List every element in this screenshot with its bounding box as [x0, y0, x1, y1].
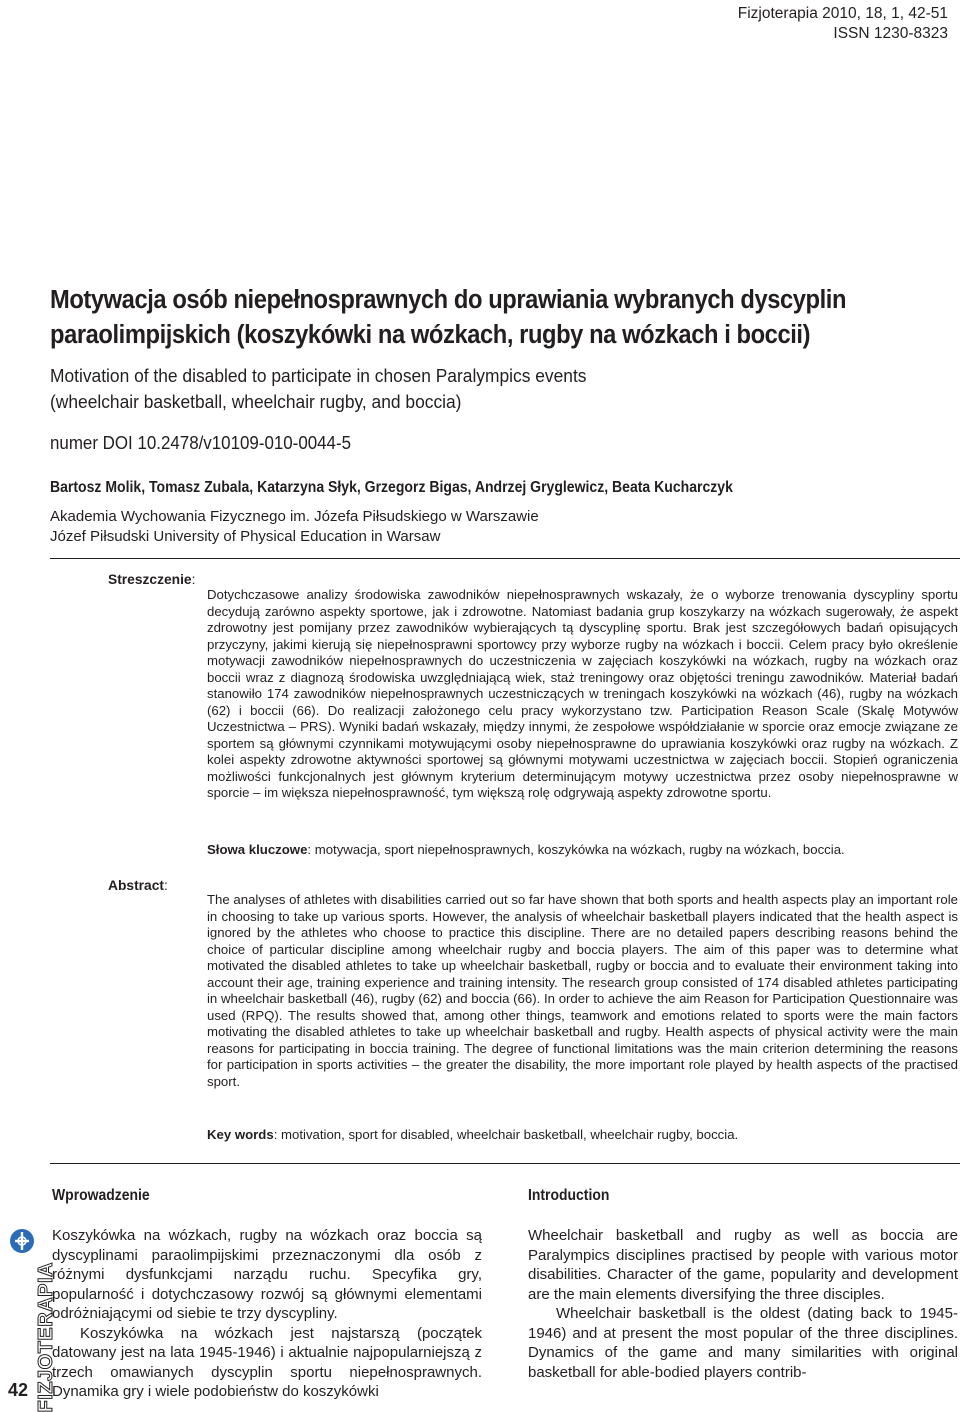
bottom-divider: [50, 1163, 960, 1164]
heading-wprowadzenie: Wprowadzenie: [52, 1187, 150, 1204]
column-polish: [52, 1226, 482, 1402]
abstract-label: [108, 877, 168, 895]
key-words: [207, 1127, 738, 1144]
slowa-kluczowe: [207, 842, 845, 859]
journal-sidebar: [6, 1228, 57, 1412]
key-words-text: : motivation, sport for disabled, wheelchair basketball, wheelchair rugby, boccia.: [273, 1127, 739, 1142]
abstract-text: The analyses of athletes with disabilities carried out so far have shown that both sports and health aspects play an important role in choosing to take up various sports. However, the analysis of wheelchair basketball players indicated that the health aspect is ignored by the athletes who choose to practice this discipline. There are no detailed papers describing reasons behind the choice of particular discipline among wheelchair rugby and boccia players. The aim of this paper was to determine what motivated the disabled athletes to take up wheelchair basketball, rugby or boccia and to evaluate their environment taking into account their age, training experience and training intensity. The research group consisted of 174 disabled athletes participating in wheelchair basketball (46), rugby (62) and boccia (66). In order to achieve the aim Reason for Participation Questionnaire was used (RPQ). The results showed that, among other things, teamwork and emotions related to sports were the main factors motivating the disabled athletes to take up wheelchair basketball and rugby. Health aspects of physical activity were the main reasons for participating in boccia training. The degree of functional limitations was the main criterion determining the reasons for participation in sports activities – the greater the disability, the more important role played by health aspects of the practised sport.: [207, 892, 958, 1089]
abstract-label-text: Abstract: [108, 878, 164, 893]
title-english: [50, 363, 586, 415]
heading-introduction: Introduction: [528, 1187, 610, 1204]
doi: numer DOI 10.2478/v10109-010-0044-5: [50, 433, 352, 453]
journal-logo-icon: [9, 1228, 35, 1254]
title-english-line-2: (wheelchair basketball, wheelchair rugby, and boccia): [50, 391, 462, 412]
paragraph-polish-2: Koszykówka na wózkach jest najstarszą (początek datowany jest na lata 1945-1946) i aktualnie najpopularniejszą z trzech omawianych dyscyplin sportu niepełnosprawnych. Dynamika gry i wiele podobieństw do koszykówki: [52, 1324, 482, 1400]
page-number: 42: [8, 1380, 29, 1400]
authors: Bartosz Molik, Tomasz Zubala, Katarzyna Słyk, Grzegorz Bigas, Andrzej Gryglewicz, Beata Kucharczyk: [50, 479, 733, 496]
affiliation-polish: Akademia Wychowania Fizycznego im. Józefa Piłsudskiego w Warszawie: [50, 508, 539, 525]
slowa-kluczowe-text: : motywacja, sport niepełnosprawnych, koszykówka na wózkach, rugby na wózkach, boccia.: [307, 842, 845, 857]
paragraph-polish-1: Koszykówka na wózkach, rugby na wózkach oraz boccia są dyscyplinami paraolimpijskimi przeznaczonymi dla osób z różnymi dysfunkcjami narządu ruchu. Specyfika gry, popularność i dotychczasowy rozwój są głównymi elementami odróżniającymi od siebie te trzy dyscypliny.: [52, 1227, 482, 1322]
slowa-kluczowe-label: Słowa kluczowe: [207, 842, 308, 857]
key-words-label: Key words: [207, 1127, 274, 1142]
streszczenie-text: Dotychczasowe analizy środowiska zawodników niepełnosprawnych wskazały, że o wyborze trenowania dyscypliny sportu decydują zarówno aspekty sportowe, jak i zdrowotne. Natomiast badania grup koszykarzy na wózkach sugerowały, że aspekt zdrowotny jest pomijany przez zawodników wybierających tą dyscyplinę sportu. Brak jest szczegółowych badań opisujących przyczyny, jakimi kierują się niepełnosprawni sportowcy przy wyborze rugby na wózkach i boccii. Celem pracy było określenie motywacji zawodników niepełnosprawnych do uczestniczenia w zajęciach koszykówki na wózkach, rugby na wózkach oraz boccii wraz z diagnozą środowiska uwzględniającą wiek, staż treningowy oraz objętości treningu zawodników. Materiał badań stanowiło 174 zawodników niepełnosprawnych uczestniczących w treningach koszykówki na wózkach (46), rugby na wózkach (62) i boccii (66). Do realizacji założonego celu pracy wykorzystano tzw. Participation Reason Scale (Skalę Motywów Uczestnictwa – PRS). Wyniki badań wskazały, między innymi, że zespołowe współdziałanie w sporcie oraz emocje związane ze sportem są głównymi czynnikami motywującymi osoby niepełnosprawne do uprawiania koszykówki oraz rugby na wózkach. Z kolei aspekty zdrowotne aktywności sportowej są głównymi motywami uczestnictwa w zajęciach boccii. Stopień ograniczenia możliwości funkcjonalnych jest głównym kryterium determinującym motywy uczestnictwa przez osoby niepełnosprawne w sporcie – im większa niepełnosprawność, tym większą rolę odgrywają aspekty zdrowotne sportu.: [207, 587, 958, 800]
title-english-line-1: Motivation of the disabled to participate in chosen Paralympics events: [50, 365, 587, 386]
journal-citation: [738, 4, 948, 44]
streszczenie-label: [108, 571, 195, 589]
column-english: [528, 1226, 958, 1382]
streszczenie-label-text: Streszczenie: [108, 572, 192, 587]
journal-name-vertical: FIZJOTERAPIA: [35, 1262, 57, 1412]
paragraph-english-1: Wheelchair basketball and rugby as well as boccia are Paralympics disciplines practised by people with various motor disabilities. Character of the game, popularity and development are the main elements diversifying the three disciples.: [528, 1227, 958, 1303]
paragraph-english-2: Wheelchair basketball is the oldest (dating back to 1945-1946) and at present the most popular of the three disciplines. Dynamics of the game and many similarities with original basketball for able-bodied players contrib-: [528, 1305, 958, 1381]
affiliation-english: Józef Piłsudski University of Physical Education in Warsaw: [50, 528, 441, 545]
title-polish: [50, 283, 868, 353]
abstract-label-colon: :: [163, 878, 168, 893]
top-divider: [50, 558, 960, 559]
title-polish-line-1: Motywacja osób niepełnosprawnych do uprawiania wybranych dyscyplin: [50, 286, 847, 314]
streszczenie-label-colon: :: [191, 572, 196, 587]
title-polish-line-2: paraolimpijskich (koszykówki na wózkach, rugby na wózkach i boccii): [50, 321, 811, 349]
affiliation: [50, 507, 539, 547]
issn: ISSN 1230-8323: [833, 25, 948, 42]
journal-line: Fizjoterapia 2010, 18, 1, 42-51: [737, 5, 948, 22]
